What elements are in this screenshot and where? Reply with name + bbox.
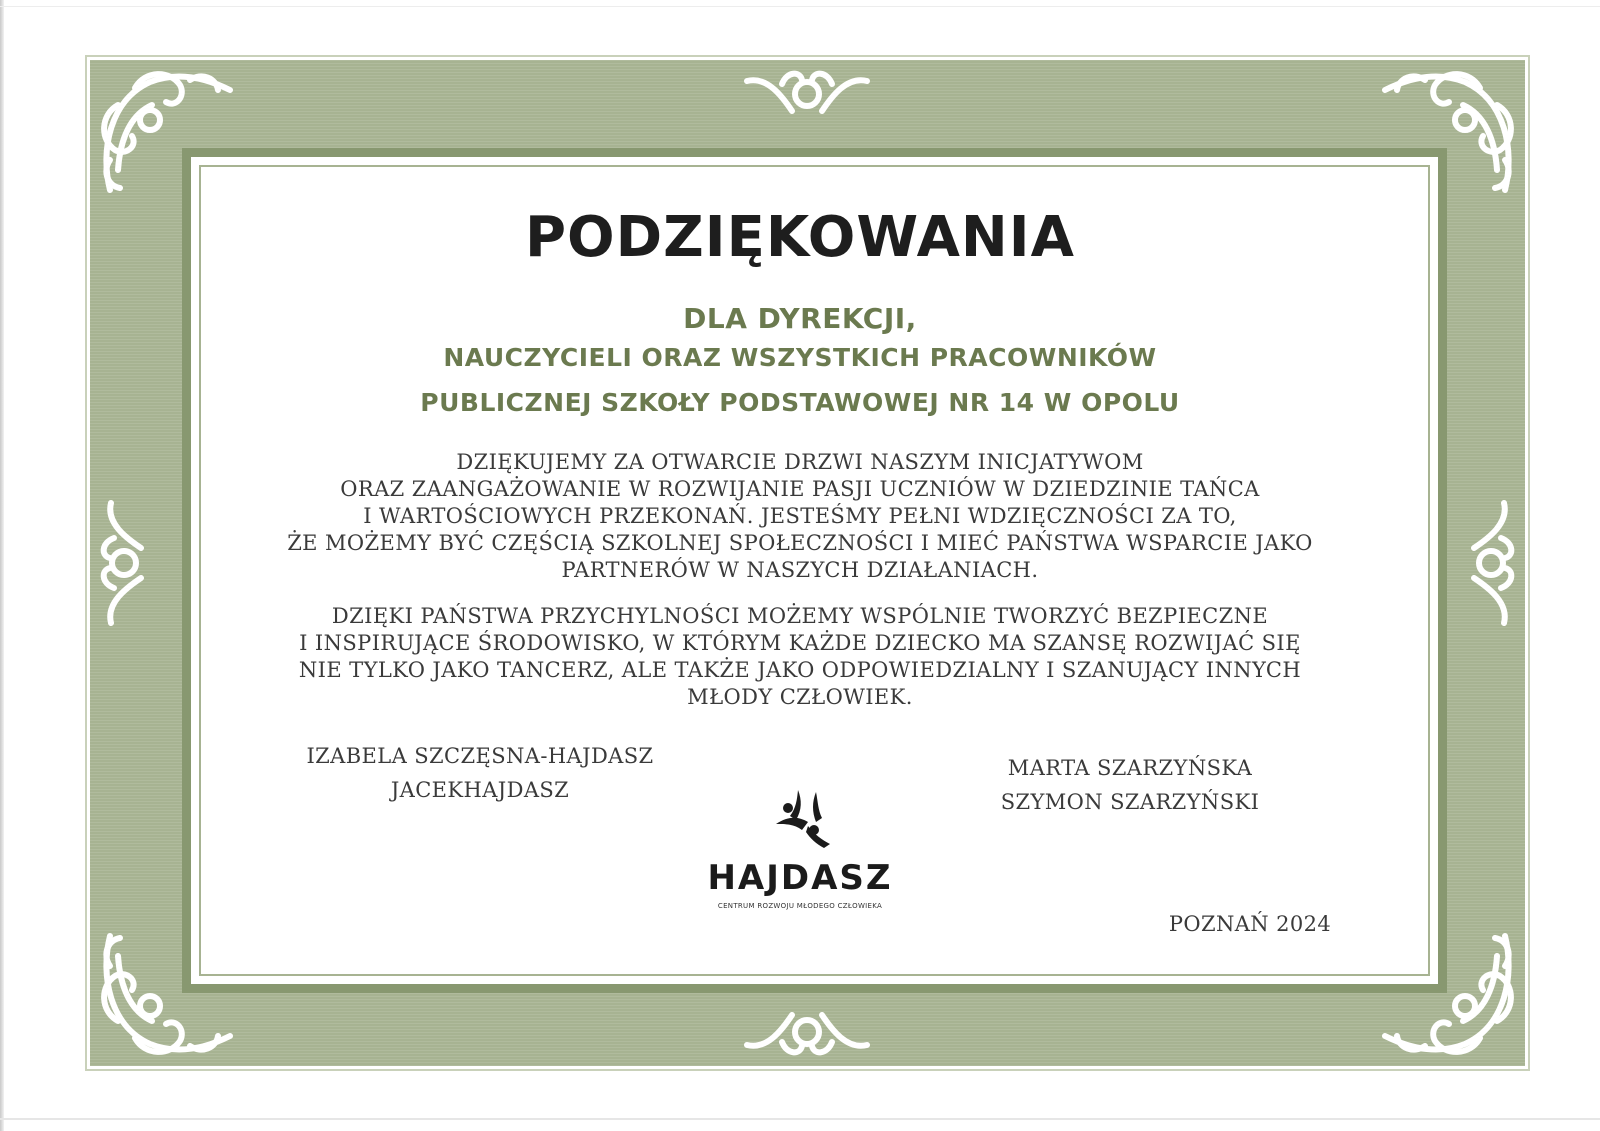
bottom-ornament-icon <box>742 1000 872 1060</box>
recipient-line-3: PUBLICZNEJ SZKOŁY PODSTAWOWEJ NR 14 W OPOLU <box>420 388 1180 417</box>
certificate-title: PODZIĘKOWANIA <box>525 205 1075 270</box>
thanks-paragraph-2 <box>0 603 1600 711</box>
signatory-name: SZYMON SZARZYŃSKI <box>1000 790 1260 814</box>
top-ornament-icon <box>742 66 872 126</box>
paragraph-line: DZIĘKUJEMY ZA OTWARCIE DRZWI NASZYM INICJATYWOM <box>456 450 1144 474</box>
recipient-line-1: DLA DYREKCJI, <box>683 302 917 335</box>
paragraph-line: MŁODY CZŁOWIEK. <box>687 685 913 709</box>
paragraph-line: I WARTOŚCIOWYCH PRZEKONAŃ. JESTEŚMY PEŁNI WDZIĘCZNOŚCI ZA TO, <box>363 504 1237 528</box>
recipient-line-2: NAUCZYCIELI ORAZ WSZYSTKICH PRACOWNIKÓW <box>443 343 1157 372</box>
paragraph-line: PARTNERÓW W NASZYCH DZIAŁANIACH. <box>561 558 1039 582</box>
hajdasz-logo <box>700 786 900 936</box>
signatory-name: IZABELA SZCZĘSNA-HAJDASZ <box>306 744 654 768</box>
paragraph-line: NIE TYLKO JAKO TANCERZ, ALE TAKŻE JAKO ODPOWIEDZIALNY I SZANUJĄCY INNYCH <box>298 658 1302 682</box>
paragraph-line: ŻE MOŻEMY BYĆ CZĘŚCIĄ SZKOLNEJ SPOŁECZNOŚCI I MIEĆ PAŃSTWA WSPARCIE JAKO <box>287 531 1313 555</box>
signatory-name: JACEKHAJDASZ <box>390 778 570 802</box>
logo-wordmark: HAJDASZ <box>707 858 893 898</box>
place-date: POZNAŃ 2024 <box>1168 912 1332 936</box>
paragraph-line: I INSPIRUJĄCE ŚRODOWISKO, W KTÓRYM KAŻDE DZIECKO MA SZANSĘ ROZWIJAĆ SIĘ <box>299 631 1301 655</box>
signatory-name: MARTA SZARZYŃSKA <box>1007 756 1253 780</box>
thanks-paragraph-1 <box>0 449 1600 584</box>
logo-tagline: CENTRUM ROZWOJU MŁODEGO CZŁOWIEKA <box>717 902 883 910</box>
scan-edge-top <box>0 6 1600 7</box>
paragraph-line: DZIĘKI PAŃSTWA PRZYCHYLNOŚCI MOŻEMY WSPÓLNIE TWORZYĆ BEZPIECZNE <box>331 604 1269 628</box>
dancing-figures-icon <box>768 786 834 850</box>
paragraph-line: ORAZ ZAANGAŻOWANIE W ROZWIJANIE PASJI UCZNIÓW W DZIEDZINIE TAŃCA <box>340 477 1260 501</box>
scan-edge-bottom <box>0 1118 1600 1120</box>
